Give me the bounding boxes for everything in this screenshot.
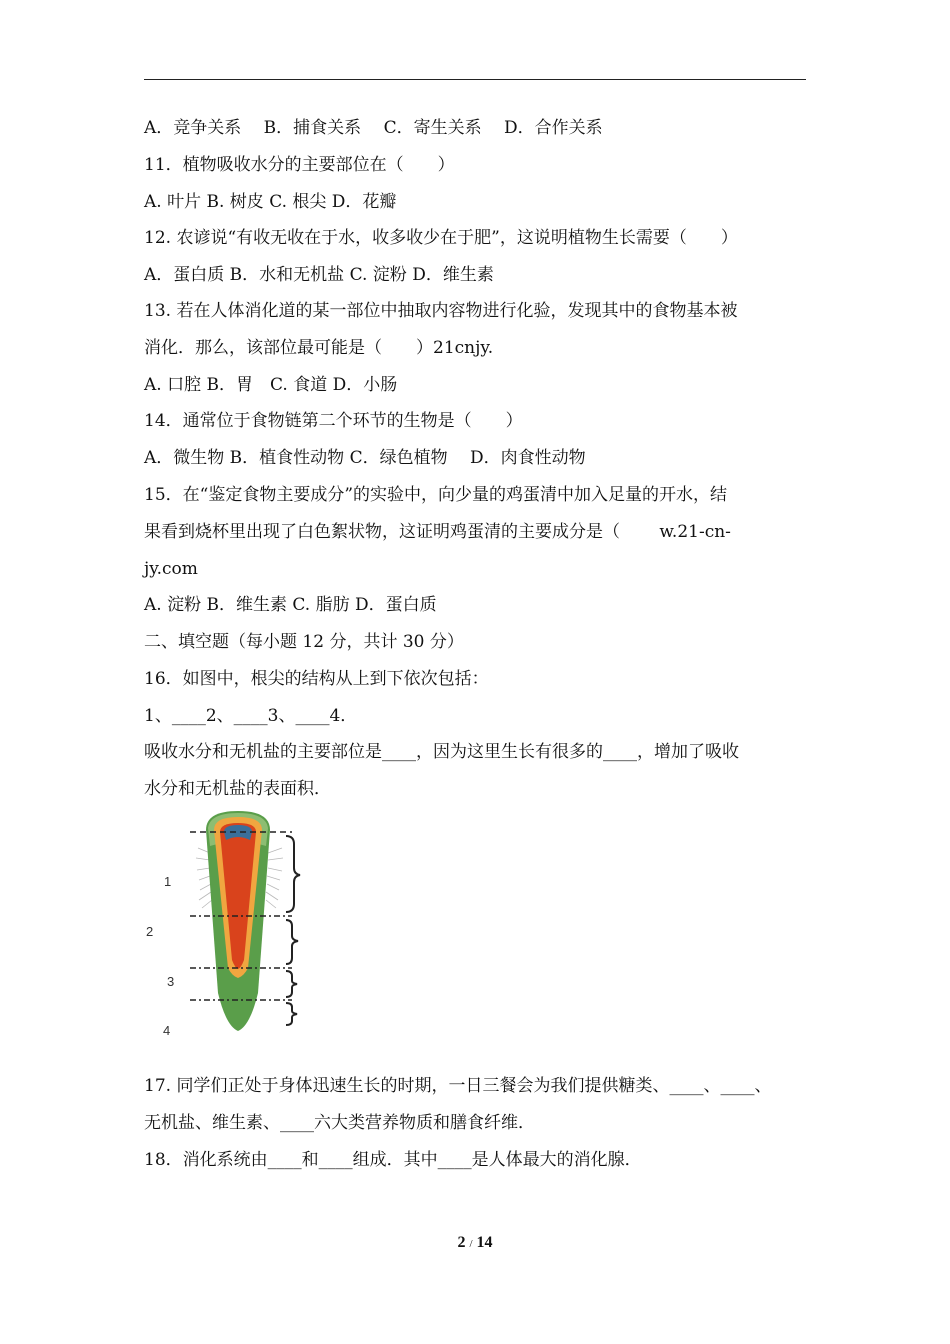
label-zone-1: 1 <box>164 874 172 889</box>
question-17-line-2: 无机盐、维生素、____六大类营养物质和膳食纤维． <box>144 1113 535 1133</box>
header-rule <box>144 79 806 80</box>
question-16: 16．如图中，根尖的结构从上到下依次包括： <box>144 669 489 689</box>
brace-1 <box>286 836 300 912</box>
label-zone-2: 2 <box>146 924 154 939</box>
current-page: 2 <box>457 1234 466 1251</box>
question-12-options: A．蛋白质 B．水和无机盐 C. 淀粉 D．维生素 <box>144 265 494 285</box>
question-14: 14．通常位于食物链第二个环节的生物是（ ） <box>144 411 523 431</box>
question-15-options: A. 淀粉 B．维生素 C. 脂肪 D．蛋白质 <box>144 595 437 615</box>
question-17-line-1: 17. 同学们正处于身体迅速生长的时期，一日三餐会为我们提供糖类、____、____、 <box>144 1076 772 1096</box>
question-13-options: A. 口腔 B．胃 C. 食道 D．小肠 <box>144 375 398 395</box>
question-15-line-2: 果看到烧杯里出现了白色絮状物，这证明鸡蛋清的主要成分是（ w.21-cn- <box>144 522 731 542</box>
question-13-line-1: 13. 若在人体消化道的某一部位中抽取内容物进行化验，发现其中的食物基本被 <box>144 301 738 321</box>
question-16-line-4: 水分和无机盐的表面积． <box>144 779 331 799</box>
question-13-line-2: 消化．那么，该部位最可能是（ ）21cnjy. <box>144 338 494 358</box>
question-14-options: A．微生物 B．植食性动物 C．绿色植物 D．肉食性动物 <box>144 448 586 468</box>
label-zone-4: 4 <box>163 1023 171 1038</box>
label-zone-3: 3 <box>167 974 175 989</box>
question-16-blanks: 1、____2、____3、____4． <box>144 706 358 726</box>
page-separator: / <box>469 1238 473 1250</box>
question-10-options: A．竞争关系 B．捕食关系 C．寄生关系 D．合作关系 <box>144 118 603 138</box>
question-18: 18．消化系统由____和____组成．其中____是人体最大的消化腺． <box>144 1150 642 1170</box>
root-tip-diagram <box>140 808 315 1044</box>
brace-4 <box>286 1003 297 1025</box>
question-11-options: A. 叶片 B. 树皮 C. 根尖 D．花瓣 <box>144 192 397 212</box>
question-15-line-3: jy.com <box>144 559 198 579</box>
question-11: 11．植物吸收水分的主要部位在（ ） <box>144 155 455 175</box>
total-pages: 14 <box>476 1234 493 1251</box>
brace-2 <box>286 920 298 964</box>
page-number <box>0 1234 950 1252</box>
question-15-line-1: 15．在“鉴定食物主要成分”的实验中，向少量的鸡蛋清中加入足量的开水，结 <box>144 485 728 505</box>
question-12: 12. 农谚说“有收无收在于水，收多收少在于肥”，这说明植物生长需要（ ） <box>144 228 738 248</box>
question-16-line-3: 吸收水分和无机盐的主要部位是____，因为这里生长有很多的____，增加了吸收 <box>144 742 739 762</box>
brace-3 <box>286 971 297 997</box>
section-heading-fill-blank: 二、填空题（每小题 12 分，共计 30 分） <box>144 632 464 652</box>
